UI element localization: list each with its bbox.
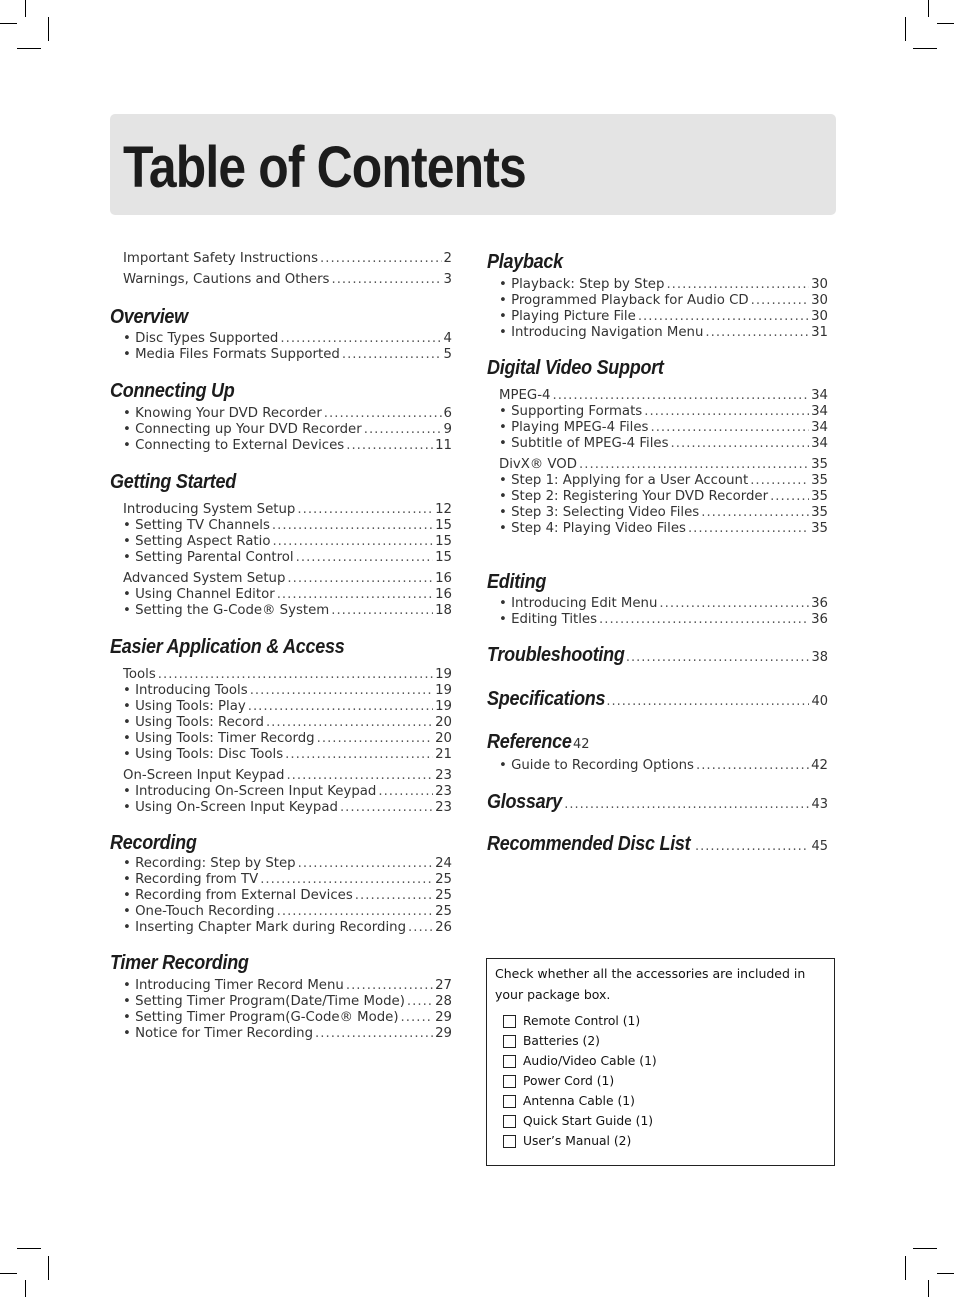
toc-entry[interactable]: • Setting Parental Control ..... 15 (123, 550, 452, 566)
toc-entry[interactable]: • Playing MPEG-4 Files ..... 34 (499, 420, 828, 436)
toc-entry[interactable]: Introducing System Setup ..... 12 (123, 502, 452, 518)
crop-mark (17, 1248, 41, 1249)
crop-mark (937, 23, 954, 24)
accessory-item[interactable] (503, 1034, 600, 1048)
toc-entry[interactable]: • Playing Picture File ..... 30 (499, 309, 828, 325)
toc-chapter-specifications[interactable]: Specifications ..... 40 (487, 688, 828, 711)
toc-entry[interactable]: • Disc Types Supported ..... 4 (123, 331, 452, 347)
crop-mark (928, 1280, 929, 1297)
toc-entry[interactable]: • Setting Aspect Ratio ..... 15 (123, 534, 452, 550)
toc-entry[interactable]: • Introducing Timer Record Menu ..... 27 (123, 978, 452, 994)
section-heading-overview[interactable]: Overview (110, 306, 188, 328)
toc-entry[interactable]: • Supporting Formats ..... 34 (499, 404, 828, 420)
toc-entry[interactable]: • Inserting Chapter Mark during Recording ..... 26 (123, 920, 452, 936)
accessories-message: Check whether all the accessories are included in your package box. (495, 966, 806, 1002)
toc-entry[interactable]: • Connecting to External Devices ..... 11 (123, 438, 452, 454)
toc-entry[interactable]: • Media Files Formats Supported ..... 5 (123, 347, 452, 363)
accessory-item[interactable] (503, 1094, 635, 1108)
toc-chapter-recommended-disc-list[interactable]: Recommended Disc List ..... 45 (487, 833, 828, 856)
section-heading-getting-started[interactable]: Getting Started (110, 471, 236, 493)
toc-entry[interactable]: • Connecting up Your DVD Recorder ..... 9 (123, 422, 452, 438)
accessory-label: Batteries (2) (523, 1034, 600, 1048)
toc-entry[interactable]: • Step 4: Playing Video Files ..... 35 (499, 521, 828, 537)
accessory-label: Remote Control (1) (523, 1014, 641, 1028)
accessory-item[interactable] (503, 1114, 653, 1128)
accessory-label: User’s Manual (2) (523, 1134, 632, 1148)
crop-mark (905, 1256, 906, 1280)
crop-mark (905, 17, 906, 41)
toc-entry[interactable]: Advanced System Setup ..... 16 (123, 571, 452, 587)
checkbox[interactable] (503, 1075, 516, 1088)
section-heading-digital-video-support[interactable]: Digital Video Support (487, 357, 664, 379)
accessory-item[interactable] (503, 1014, 640, 1028)
section-heading-easier-application-access[interactable]: Easier Application & Access (110, 636, 345, 658)
crop-mark (25, 0, 26, 17)
accessory-item[interactable] (503, 1054, 657, 1068)
toc-entry[interactable]: • Recording from External Devices ..... 25 (123, 888, 452, 904)
accessory-label: Quick Start Guide (1) (523, 1114, 654, 1128)
toc-entry[interactable]: • Setting the G-Code® System ..... 18 (123, 603, 452, 619)
crop-mark (937, 1273, 954, 1274)
crop-mark (913, 1248, 937, 1249)
accessory-item[interactable] (503, 1074, 614, 1088)
toc-entry[interactable]: • Recording from TV ..... 25 (123, 872, 452, 888)
toc-entry[interactable]: • Using Tools: Disc Tools ..... 21 (123, 747, 452, 763)
toc-chapter-glossary[interactable]: Glossary ..... 43 (487, 791, 828, 814)
toc-entry[interactable]: • Programmed Playback for Audio CD ..... 30 (499, 293, 828, 309)
crop-mark (48, 1256, 49, 1280)
toc-entry[interactable]: • Step 2: Registering Your DVD Recorder ..... 35 (499, 489, 828, 505)
toc-entry[interactable]: • Using Tools: Record ..... 20 (123, 715, 452, 731)
checkbox[interactable] (503, 1055, 516, 1068)
toc-entry[interactable]: • Step 1: Applying for a User Account ..... 35 (499, 473, 828, 489)
toc-entry[interactable]: • Introducing Tools ..... 19 (123, 683, 452, 699)
toc-entry[interactable]: • Setting TV Channels ..... 15 (123, 518, 452, 534)
toc-entry[interactable]: • Introducing On-Screen Input Keypad ..... 23 (123, 784, 452, 800)
toc-entry[interactable]: • Using Tools: Play ..... 19 (123, 699, 452, 715)
accessory-label: Power Cord (1) (523, 1074, 615, 1088)
crop-mark (0, 23, 17, 24)
toc-entry[interactable]: • Using Tools: Timer Recordg ..... 20 (123, 731, 452, 747)
toc-entry[interactable]: • Notice for Timer Recording ..... 29 (123, 1026, 452, 1042)
toc-entry[interactable]: • Setting Timer Program(G-Code® Mode) ..... 29 (123, 1010, 452, 1026)
section-heading-playback[interactable]: Playback (487, 251, 563, 273)
checkbox[interactable] (503, 1115, 516, 1128)
crop-mark (913, 48, 937, 49)
page-title: Table of Contents (123, 135, 526, 200)
crop-mark (0, 1273, 17, 1274)
toc-entry[interactable]: • Subtitle of MPEG-4 Files ..... 34 (499, 436, 828, 452)
toc-entry[interactable]: On-Screen Input Keypad ..... 23 (123, 768, 452, 784)
toc-entry[interactable]: • Using On-Screen Input Keypad ..... 23 (123, 800, 452, 816)
toc-entry[interactable]: Tools ..... 19 (123, 667, 452, 683)
toc-entry[interactable]: • Knowing Your DVD Recorder ..... 6 (123, 406, 452, 422)
toc-entry[interactable]: Warnings, Cautions and Others ..... 3 (123, 272, 452, 288)
toc-entry[interactable]: • Setting Timer Program(Date/Time Mode) ..... 28 (123, 994, 452, 1010)
toc-entry[interactable]: • Introducing Edit Menu ..... 36 (499, 596, 828, 612)
accessory-label: Audio/Video Cable (1) (523, 1054, 657, 1068)
toc-entry[interactable]: • Recording: Step by Step ..... 24 (123, 856, 452, 872)
toc-entry[interactable]: • Using Channel Editor ..... 16 (123, 587, 452, 603)
accessory-item[interactable] (503, 1134, 631, 1148)
toc-entry[interactable]: Important Safety Instructions ..... 2 (123, 251, 452, 267)
section-heading-recording[interactable]: Recording (110, 832, 197, 854)
title-banner (110, 114, 836, 215)
section-heading-timer-recording[interactable]: Timer Recording (110, 952, 249, 974)
toc-entry[interactable]: DivX® VOD ..... 35 (499, 457, 828, 473)
toc-entry[interactable]: • Playback: Step by Step ..... 30 (499, 277, 828, 293)
crop-mark (928, 0, 929, 17)
toc-entry[interactable]: • Guide to Recording Options ..... 42 (499, 758, 828, 774)
toc-chapter-troubleshooting[interactable]: Troubleshooting ..... 38 (487, 644, 828, 667)
crop-mark (17, 48, 41, 49)
toc-chapter-reference[interactable]: Reference42 (487, 731, 590, 753)
toc-entry[interactable]: MPEG-4 ..... 34 (499, 388, 828, 404)
section-heading-editing[interactable]: Editing (487, 571, 547, 593)
checkbox[interactable] (503, 1035, 516, 1048)
section-heading-connecting-up[interactable]: Connecting Up (110, 380, 235, 402)
toc-entry[interactable]: • Introducing Navigation Menu ..... 31 (499, 325, 828, 341)
crop-mark (48, 17, 49, 41)
accessories-checklist (486, 958, 835, 1166)
crop-mark (25, 1280, 26, 1297)
toc-entry[interactable]: • Step 3: Selecting Video Files ..... 35 (499, 505, 828, 521)
checkbox[interactable] (503, 1015, 516, 1028)
toc-entry[interactable]: • Editing Titles ..... 36 (499, 612, 828, 628)
checkbox[interactable] (503, 1135, 516, 1148)
accessory-label: Antenna Cable (1) (523, 1094, 635, 1108)
checkbox[interactable] (503, 1095, 516, 1108)
toc-entry[interactable]: • One-Touch Recording ..... 25 (123, 904, 452, 920)
